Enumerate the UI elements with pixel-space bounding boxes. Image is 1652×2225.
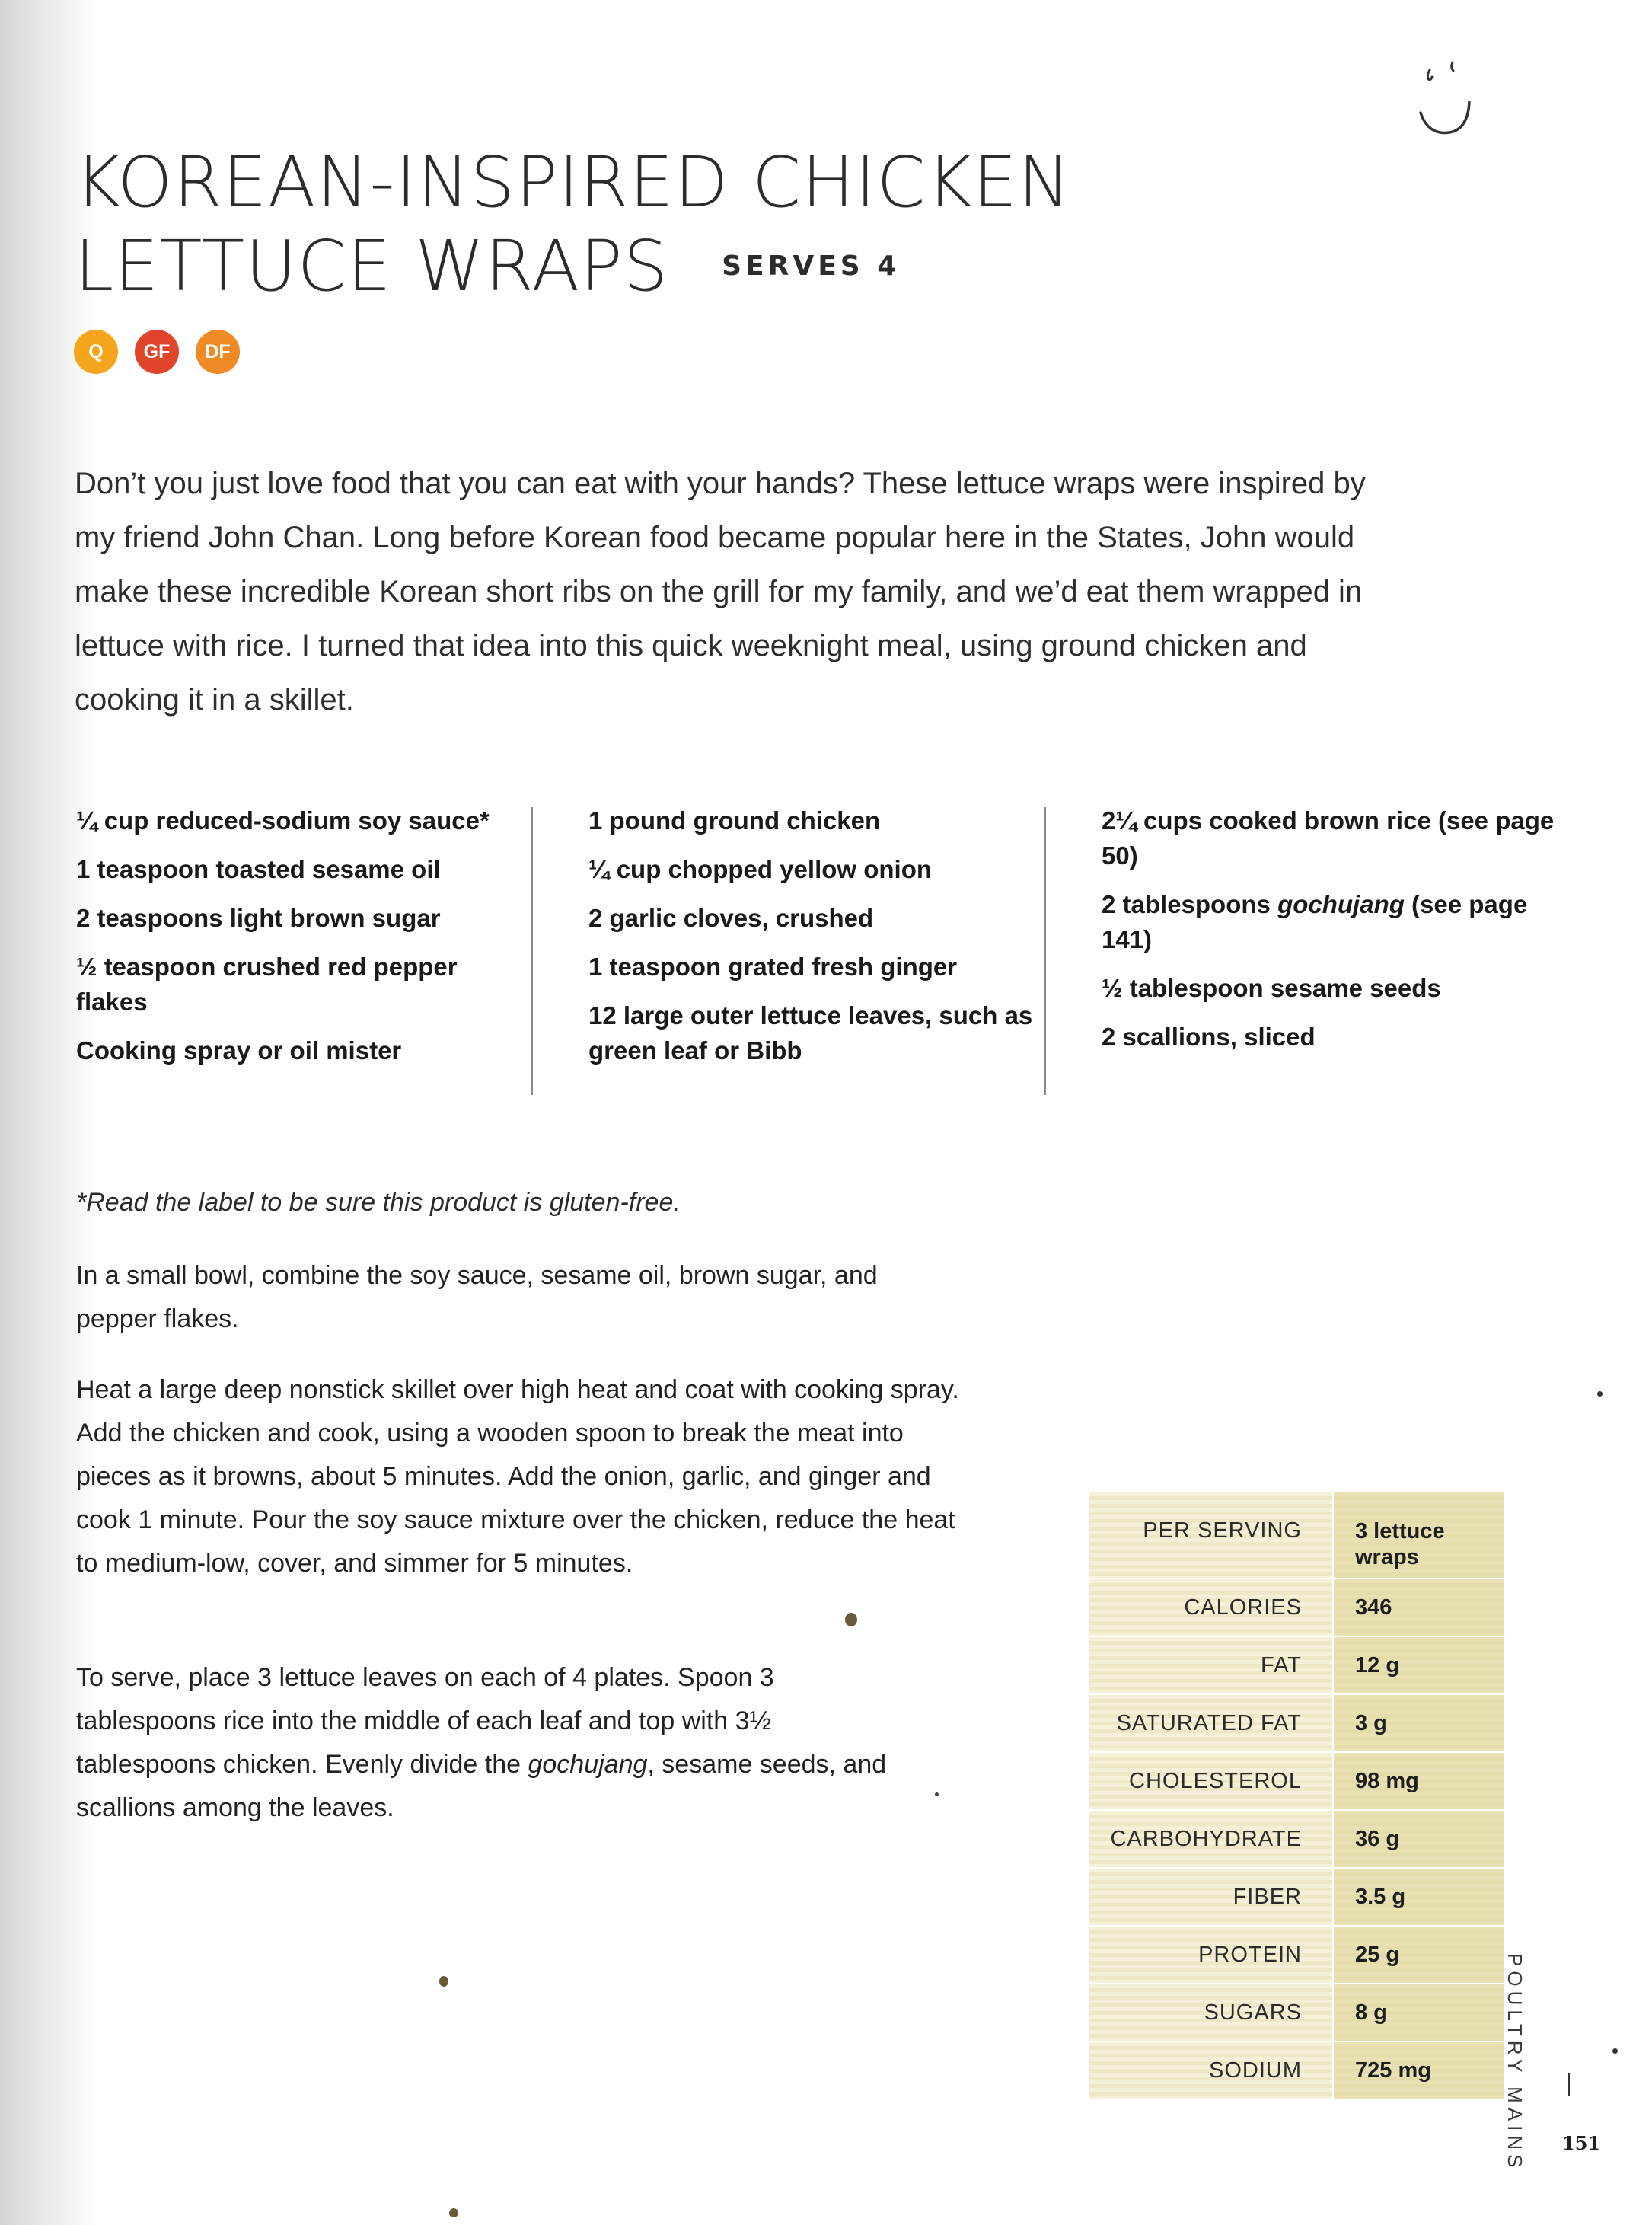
- ingredient-item: [1102, 887, 1558, 957]
- step-2: Heat a large deep nonstick skillet over high heat and coat with cooking spray. Add the chicken and cook, using a wooden spoon to break the meat into pieces as it browns, about 5 minutes. Add the onion, garlic, and ginger and cook 1 minute. Pour the soy sauce mixture over the chicken, reduce the heat to medium-low, cover, and simmer for 5 minutes.: [76, 1375, 959, 1578]
- ingredients-column-2: [588, 803, 1045, 1082]
- nutrition-label: SODIUM: [1209, 2057, 1302, 2083]
- nutrition-value: 25 g: [1332, 1927, 1504, 1983]
- ingredient-item: 2¼ cups cooked brown rice (see page 50): [1102, 806, 1555, 870]
- nutrition-row: [1089, 1984, 1504, 2042]
- nutrition-row: [1089, 2042, 1504, 2100]
- ingredient-text-italic: gochujang: [1277, 890, 1405, 918]
- nutrition-value: 12 g: [1332, 1637, 1504, 1693]
- nutrition-label: PER SERVING: [1143, 1518, 1302, 1543]
- paper-speck: [449, 2208, 458, 2217]
- nutrition-label: PROTEIN: [1198, 1942, 1302, 1967]
- ingredient-item: ½ teaspoon crushed red pepper flakes: [76, 953, 458, 1016]
- nutrition-row: [1089, 1811, 1504, 1869]
- title-line-2: [75, 225, 1071, 313]
- nutrition-row: [1089, 1927, 1504, 1984]
- nutrition-label: CALORIES: [1184, 1595, 1302, 1620]
- step-3-text-end: , sesame seeds, and scallions among the leaves.: [76, 1750, 887, 1822]
- nutrition-value: 8 g: [1332, 1984, 1504, 2041]
- nutrition-row: [1089, 1753, 1504, 1811]
- gluten-footnote: *Read the label to be sure this product is gluten-free.: [76, 1188, 681, 1217]
- title-line-2-text: LETTUCE WRAPS: [75, 225, 669, 307]
- ingredient-text: (see page 141): [1102, 890, 1528, 953]
- nutrition-row: [1089, 1869, 1504, 1927]
- nutrition-label: CARBOHYDRATE: [1110, 1826, 1302, 1851]
- ingredients-column-3: [1102, 803, 1558, 1068]
- page-number: 151: [1562, 2132, 1601, 2154]
- nutrition-label: SATURATED FAT: [1116, 1710, 1302, 1735]
- column-divider: [531, 807, 533, 1095]
- nutrition-row: [1089, 1637, 1504, 1695]
- paper-speck: [1597, 1391, 1603, 1397]
- paper-speck: [1612, 2048, 1618, 2054]
- quick-badge: Q: [74, 330, 118, 374]
- nutrition-table: [1089, 1492, 1504, 2100]
- ingredient-item: Cooking spray or oil mister: [76, 1036, 402, 1065]
- smiley-doodle-icon: [1408, 53, 1492, 145]
- nutrition-row: [1089, 1579, 1504, 1637]
- section-label: POULTRY MAINS: [1504, 1953, 1526, 2172]
- nutrition-label: CHOLESTEROL: [1129, 1768, 1302, 1793]
- nutrition-value: 98 mg: [1332, 1753, 1504, 1809]
- section-rule: [1568, 2073, 1570, 2096]
- ingredient-item: 2 scallions, sliced: [1102, 1023, 1316, 1051]
- ingredient-item: ½ tablespoon sesame seeds: [1102, 974, 1441, 1002]
- serves-label: SERVES 4: [722, 250, 901, 282]
- step-1: In a small bowl, combine the soy sauce, sesame oil, brown sugar, and pepper flakes.: [76, 1261, 878, 1333]
- ingredient-item: 1 pound ground chicken: [588, 806, 881, 835]
- ingredient-item: 1 teaspoon grated fresh ginger: [588, 953, 958, 981]
- ingredient-item: 1 teaspoon toasted sesame oil: [76, 855, 441, 883]
- nutrition-row: [1089, 1695, 1504, 1753]
- dairy-free-badge: DF: [196, 330, 240, 374]
- ingredient-item: ¼ cup reduced-sodium soy sauce*: [76, 806, 490, 835]
- ingredient-text: 2 tablespoons: [1102, 890, 1278, 918]
- paper-speck: [439, 1976, 448, 1987]
- ingredients-column-1: [76, 803, 533, 1082]
- nutrition-value: 725 mg: [1332, 2042, 1504, 2099]
- nutrition-label: FAT: [1260, 1652, 1302, 1678]
- nutrition-value: 3 lettuce wraps: [1332, 1492, 1504, 1578]
- paper-speck: [845, 1613, 857, 1626]
- nutrition-value: 346: [1332, 1579, 1504, 1636]
- nutrition-value: 36 g: [1332, 1811, 1504, 1867]
- ingredient-item: 2 garlic cloves, crushed: [588, 904, 874, 932]
- title-line-1: KOREAN-INSPIRED CHICKEN: [75, 142, 1071, 223]
- step-3-italic: gochujang: [528, 1750, 648, 1779]
- nutrition-row: [1089, 1492, 1504, 1579]
- step-3: [76, 1656, 898, 1830]
- nutrition-label: SUGARS: [1204, 2000, 1302, 2025]
- column-divider: [1044, 807, 1046, 1095]
- paper-speck: [935, 1792, 939, 1796]
- nutrition-value: 3.5 g: [1332, 1869, 1504, 1925]
- intro-paragraph: Don’t you just love food that you can eat with your hands? These lettuce wraps were inspired by my friend John Chan. Long before Korean food became popular here in the States, John would make these incredible Korean short ribs on the grill for my family, and we’d eat them wrapped in lettuce with rice. I turned that idea into this quick weeknight meal, using ground chicken and cooking it in a skillet.: [75, 467, 1366, 717]
- recipe-title: [75, 141, 1071, 313]
- ingredient-item: ¼ cup chopped yellow onion: [588, 855, 933, 883]
- ingredient-item: 12 large outer lettuce leaves, such as green leaf or Bibb: [588, 1001, 1033, 1065]
- step-3-text: To serve, place 3 lettuce leaves on each of 4 plates. Spoon 3 tablespoons rice into the middle of each leaf and top with 3½ tablespoons chicken. Evenly divide the: [76, 1663, 774, 1779]
- gluten-free-badge: GF: [135, 330, 179, 374]
- nutrition-label: FIBER: [1233, 1884, 1302, 1909]
- nutrition-value: 3 g: [1332, 1695, 1504, 1751]
- ingredient-item: 2 teaspoons light brown sugar: [76, 904, 441, 932]
- diet-badges: [74, 330, 240, 374]
